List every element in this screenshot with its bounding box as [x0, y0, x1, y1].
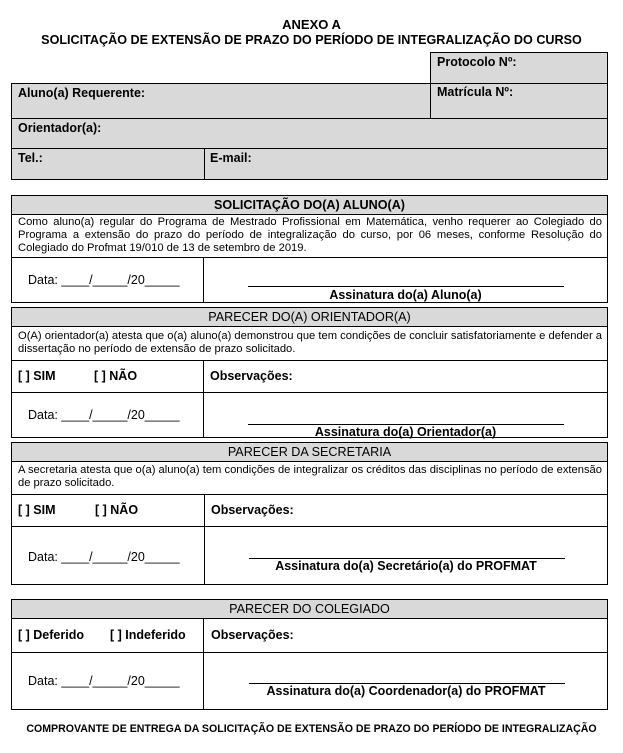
matricula-label: Matrícula Nº:: [437, 85, 514, 99]
aluno-field[interactable]: [12, 84, 429, 118]
divider: [203, 619, 204, 709]
protocolo-label: Protocolo Nº:: [437, 55, 517, 69]
advisor-opinion-section: [11, 307, 608, 438]
signature-label: Assinatura do(a) Aluno(a): [329, 288, 482, 302]
date-field[interactable]: Data: ____/_____/20_____: [28, 550, 180, 564]
nao-checkbox[interactable]: [ ] NÃO: [95, 503, 139, 517]
observations-label: Observações:: [211, 628, 294, 642]
observations-field[interactable]: [304, 497, 602, 523]
observations-field[interactable]: [304, 622, 602, 648]
aluno-label: Aluno(a) Requerente:: [18, 86, 146, 100]
section-heading: PARECER DO COLEGIADO: [12, 600, 607, 619]
signature-label: Assinatura do(a) Coordenador(a) do PROFMAT: [266, 684, 546, 698]
student-request-section: [11, 195, 608, 303]
tel-label: Tel.:: [18, 151, 43, 165]
divider: [12, 652, 607, 653]
sim-checkbox[interactable]: [ ] SIM: [18, 369, 56, 383]
signature-line[interactable]: [248, 286, 564, 287]
secretary-text: A secretaria atesta que o(a) aluno(a) tem condições de integralizar os créditos das disciplinas no período de extensão de prazo solicitado.: [18, 464, 602, 490]
section-heading: SOLICITAÇÃO DO(A) ALUNO(A): [12, 196, 607, 215]
indeferido-checkbox[interactable]: [ ] Indeferido: [110, 628, 186, 642]
nao-checkbox[interactable]: [ ] NÃO: [94, 369, 138, 383]
observations-field[interactable]: [302, 363, 602, 389]
signature-label: Assinatura do(a) Orientador(a): [314, 425, 497, 439]
board-opinion-section: [11, 599, 608, 710]
deferido-checkbox[interactable]: [ ] Deferido: [18, 628, 84, 642]
section-heading: PARECER DO(A) ORIENTADOR(A): [12, 308, 607, 327]
divider: [12, 392, 607, 393]
observations-label: Observações:: [210, 369, 293, 383]
email-label: E-mail:: [210, 151, 252, 165]
request-text: Como aluno(a) regular do Programa de Mestrado Profissional em Matemática, venho requerer ao Colegiado do Programa a extensão do prazo do período de integralização do curso, por 06 meses, conforme Resolução do Colegiado do Profmat 19/010 de 13 de setembro de 2019.: [18, 216, 602, 255]
observations-label: Observações:: [211, 503, 294, 517]
email-field[interactable]: [205, 149, 607, 179]
date-field[interactable]: Data: ____/_____/20_____: [28, 408, 180, 422]
section-heading: PARECER DA SECRETARIA: [12, 443, 607, 462]
annex-label: ANEXO A: [282, 17, 341, 32]
receipt-title: COMPROVANTE DE ENTREGA DA SOLICITAÇÃO DE EXTENSÃO DE PRAZO DO PERÍODO DE INTEGRALIZAÇÃO: [26, 723, 597, 735]
divider: [12, 360, 607, 361]
document-title: SOLICITAÇÃO DE EXTENSÃO DE PRAZO DO PERÍODO DE INTEGRALIZAÇÃO DO CURSO: [41, 33, 582, 47]
sim-checkbox[interactable]: [ ] SIM: [18, 503, 56, 517]
secretary-opinion-section: [11, 442, 608, 585]
matricula-field[interactable]: [431, 84, 607, 118]
date-field[interactable]: Data: ____/_____/20_____: [28, 273, 180, 287]
protocolo-field[interactable]: [430, 52, 608, 84]
orientador-field[interactable]: [11, 118, 608, 149]
advisor-text: O(A) orientador(a) atesta que o(a) aluno(a) demonstrou que tem condições de concluir satisfatoriamente e defender a dissertação no período de extensão de prazo solicitado.: [18, 330, 602, 356]
signature-label: Assinatura do(a) Secretário(a) do PROFMAT: [275, 559, 537, 573]
date-field[interactable]: Data: ____/_____/20_____: [28, 674, 180, 688]
tel-field[interactable]: [12, 149, 202, 179]
divider: [12, 494, 607, 495]
divider: [12, 257, 607, 258]
divider: [12, 526, 607, 527]
orientador-label: Orientador(a):: [18, 121, 102, 135]
